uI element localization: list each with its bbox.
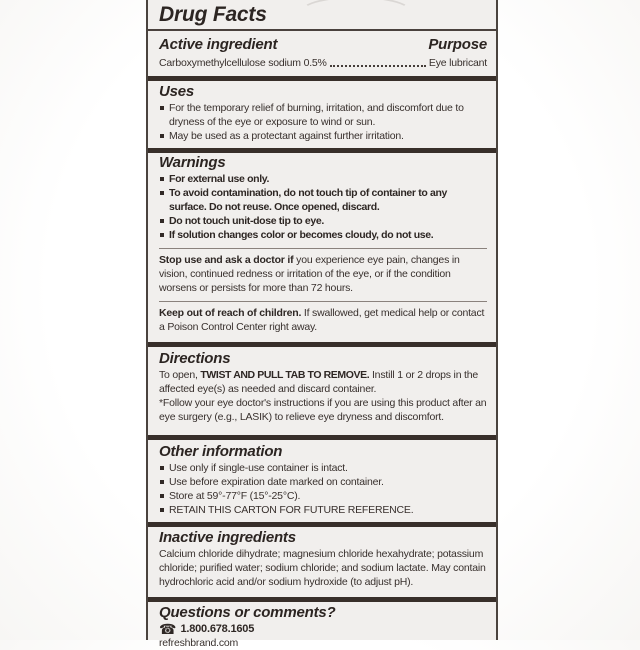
other-information-list — [148, 461, 496, 517]
other-bullet-4: RETAIN THIS CARTON FOR FUTURE REFERENCE. — [169, 504, 414, 516]
directions-post: Instill 1 or 2 drops in the affected eye(s) as needed and discard container. — [159, 369, 479, 395]
inactive-ingredients-text: Calcium chloride dihydrate; magnesium chloride hexahydrate; potassium chloride; purified water; sodium chloride; and sodium lactate. May contain hydrochloric acid and/or sodium hydroxide (to adjust pH). — [159, 548, 486, 588]
stop-use-paragraph — [148, 253, 496, 295]
list-item — [159, 461, 487, 475]
keep-out-text: If swallowed, get medical help or contact a Poison Control Center right away. — [159, 307, 485, 333]
active-ingredient-name: Carboxymethylcellulose sodium 0.5% — [159, 57, 327, 69]
stop-use-bold: Stop use and ask a doctor if — [159, 254, 294, 266]
uses-heading: Uses — [159, 83, 195, 100]
directions-heading: Directions — [159, 350, 231, 367]
phone-row — [148, 622, 496, 636]
title-divider — [148, 29, 496, 31]
drug-facts-panel — [146, 0, 498, 649]
warnings-bullet-3: Do not touch unit-dose tip to eye. — [169, 215, 324, 227]
directions-paragraph — [148, 368, 496, 396]
list-item — [159, 228, 487, 242]
purpose-heading: Purpose — [428, 36, 487, 53]
warnings-list — [148, 172, 496, 242]
directions-bold: TWIST AND PULL TAB TO REMOVE. — [200, 369, 370, 381]
uses-bullet-1: For the temporary relief of burning, irritation, and discomfort due to dryness of the eye or exposure to wind or sun. — [169, 102, 464, 128]
bullet-icon — [160, 191, 164, 195]
section-divider — [148, 435, 496, 440]
keep-out-bold: Keep out of reach of children. — [159, 307, 302, 319]
website-url: refreshbrand.com — [159, 637, 239, 649]
bullet-icon — [160, 106, 164, 110]
sub-divider — [159, 301, 487, 302]
list-item — [159, 101, 487, 129]
directions-note: *Follow your eye doctor's instructions if you are using this product after an eye surgery (e.g., LASIK) to relieve eye dryness and discomfort. — [159, 397, 487, 423]
active-ingredient-header — [148, 36, 496, 54]
phone-icon: ☎ — [159, 621, 177, 637]
active-ingredient-row — [148, 56, 496, 70]
bullet-icon — [160, 134, 164, 138]
carton-emboss-arc — [298, 0, 414, 14]
dotted-leader — [330, 65, 426, 67]
stop-use-text: you experience eye pain, changes in vision, continued redness or irritation of the eye, or if the condition worsens or persists for more than 72 hours. — [159, 254, 460, 294]
bullet-icon — [160, 466, 164, 470]
uses-list — [148, 101, 496, 143]
sub-divider — [159, 248, 487, 249]
bullet-icon — [160, 233, 164, 237]
list-item — [159, 129, 487, 143]
list-item — [159, 172, 487, 186]
section-divider — [148, 597, 496, 602]
section-divider — [148, 76, 496, 81]
uses-bullet-2: May be used as a protectant against further irritation. — [169, 130, 404, 142]
warnings-bullet-1: For external use only. — [169, 173, 270, 185]
list-item — [159, 503, 487, 517]
list-item — [159, 475, 487, 489]
warnings-heading: Warnings — [159, 154, 226, 171]
purpose-value: Eye lubricant — [428, 57, 487, 69]
questions-heading: Questions or comments? — [159, 604, 336, 621]
bullet-icon — [160, 480, 164, 484]
other-bullet-2: Use before expiration date marked on container. — [169, 476, 384, 488]
directions-pre: To open, — [159, 369, 201, 381]
list-item — [159, 186, 487, 214]
phone-number: 1.800.678.1605 — [180, 623, 255, 635]
section-divider — [148, 148, 496, 153]
drug-facts-title: Drug Facts — [159, 3, 267, 26]
section-divider — [148, 342, 496, 347]
bullet-icon — [160, 219, 164, 223]
warnings-bullet-2: To avoid contamination, do not touch tip of container to any surface. Do not reuse. Once opened, discard. — [169, 187, 448, 213]
bullet-icon — [160, 508, 164, 512]
list-item — [159, 214, 487, 228]
keep-out-paragraph — [148, 306, 496, 334]
other-information-heading: Other information — [159, 443, 283, 460]
other-bullet-1: Use only if single-use container is intact. — [169, 462, 348, 474]
bullet-icon — [160, 494, 164, 498]
list-item — [159, 489, 487, 503]
bullet-icon — [160, 177, 164, 181]
inactive-ingredients-heading: Inactive ingredients — [159, 529, 296, 546]
warnings-bullet-4: If solution changes color or becomes cloudy, do not use. — [169, 229, 434, 241]
active-ingredient-heading: Active ingredient — [159, 36, 278, 53]
other-bullet-3: Store at 59°-77°F (15°-25°C). — [169, 490, 301, 502]
section-divider — [148, 522, 496, 527]
